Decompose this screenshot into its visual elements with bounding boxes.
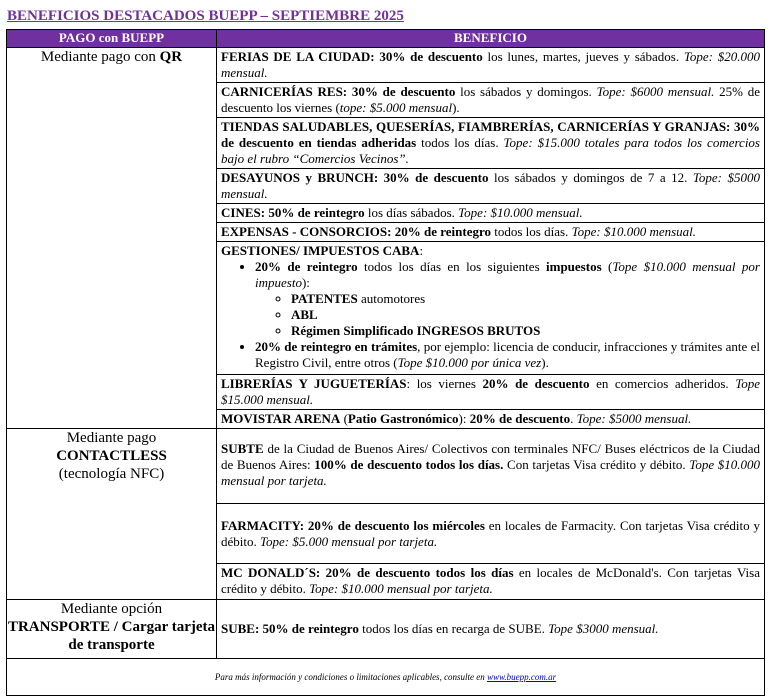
list-item: • 20% de reintegro en trámites, por ejemplo: licencia de conducir, infracciones y trámites ante el Registro Civil, entre otros (Tope $10.000 por única vez).	[255, 339, 760, 371]
qr-group-row	[7, 48, 765, 429]
contactless-group-row	[7, 429, 765, 600]
page-title: BENEFICIOS DESTACADOS BUEPP – SEPTIEMBRE 2025	[7, 8, 404, 24]
benefit-gestiones: GESTIONES/ IMPUESTOS CABA: • 20% de reintegro todos los días en los siguientes impuestos (Tope $10.000 mensual por impuesto): ◦ PATENTES automotores ◦ ABL ◦ Régimen Simplificado INGRESOS BRUTOS • 20% de reintegro en trámites, por ejemplo: licencia de conducir, infracciones y trámites ante el Registro Civil, entre otros (Tope $10.000 por única vez).	[217, 241, 764, 374]
gestiones-list	[221, 259, 760, 371]
benefit-librerias: LIBRERÍAS Y JUGUETERÍAS: los viernes 20% de descuento en comercios adheridos. Tope $15.000 mensual.	[217, 374, 764, 409]
contactless-label: Mediante pago CONTACTLESS (tecnología NFC)	[7, 429, 217, 600]
benefit-expensas: EXPENSAS - CONSORCIOS: 20% de reintegro todos los días. Tope: $10.000 mensual.	[217, 222, 764, 241]
buepp-link[interactable]: www.buepp.com.ar	[487, 672, 557, 682]
benefit-carnicerias: CARNICERÍAS RES: 30% de descuento los sábados y domingos. Tope: $6000 mensual. 25% de descuento los viernes (tope: $5.000 mensual).	[217, 82, 764, 117]
benefit-mcdonalds: MC DONALD´S: 20% de descuento todos los días en locales de McDonald's. Con tarjetas Visa crédito y débito. Tope: $10.000 mensual por tarjeta.	[217, 563, 764, 597]
header-pago: PAGO con BUEPP	[7, 30, 217, 48]
benefit-ferias: FERIAS DE LA CIUDAD: 30% de descuento los lunes, martes, jueves y sábados. Tope: $20.000 mensual.	[221, 49, 760, 80]
footer-row	[7, 659, 765, 696]
list-item: ◦ PATENTES automotores	[291, 291, 760, 307]
benefit-desayunos: DESAYUNOS y BRUNCH: 30% de descuento los sábados y domingos de 7 a 12. Tope: $5000 mensual.	[217, 168, 764, 203]
footer-note: Para más información y condiciones o limitaciones aplicables, consulte en www.buepp.com.ar	[7, 659, 765, 696]
benefit-farmacity: FARMACITY: 20% de descuento los miércoles en locales de Farmacity. Con tarjetas Visa crédito y débito. Tope: $5.000 mensual por tarjeta.	[217, 503, 764, 563]
header-beneficio: BENEFICIO	[217, 30, 765, 48]
table-header-row	[7, 30, 765, 48]
impuestos-list	[255, 291, 760, 339]
contactless-benefits	[217, 429, 765, 600]
qr-benefits	[217, 48, 765, 429]
list-item: ◦ Régimen Simplificado INGRESOS BRUTOS	[291, 323, 760, 339]
list-item: ◦ ABL	[291, 307, 760, 323]
benefit-subte: SUBTE de la Ciudad de Buenos Aires/ Colectivos con terminales NFC/ Buses eléctricos de la Ciudad de Buenos Aires: 100% de descuento todos los días. Con tarjetas Visa crédito y débito. Tope $10.000 mensual por tarjeta.	[221, 441, 761, 488]
benefit-movistar: MOVISTAR ARENA (Patio Gastronómico): 20% de descuento. Tope: $5000 mensual.	[217, 409, 764, 428]
transporte-label: Mediante opción TRANSPORTE / Cargar tarjeta de transporte	[7, 600, 217, 659]
benefit-cines: CINES: 50% de reintegro los días sábados. Tope: $10.000 mensual.	[217, 203, 764, 222]
benefit-tiendas: TIENDAS SALUDABLES, QUESERÍAS, FIAMBRERÍAS, CARNICERÍAS Y GRANJAS: 30% de descuento en tiendas adheridas todos los días. Tope: $15.000 totales para todos los comercios bajo el rubro “Comercios Vecinos”.	[217, 117, 764, 168]
qr-label: Mediante pago con QR	[7, 48, 217, 429]
benefits-table	[6, 29, 765, 696]
benefit-sube: SUBE: 50% de reintegro todos los días en recarga de SUBE. Tope $3000 mensual.	[221, 621, 659, 636]
transporte-benefits	[217, 600, 765, 659]
list-item: • 20% de reintegro todos los días en los siguientes impuestos (Tope $10.000 mensual por impuesto): ◦ PATENTES automotores ◦ ABL ◦ Régimen Simplificado INGRESOS BRUTOS	[255, 259, 760, 339]
transporte-group-row	[7, 600, 765, 659]
